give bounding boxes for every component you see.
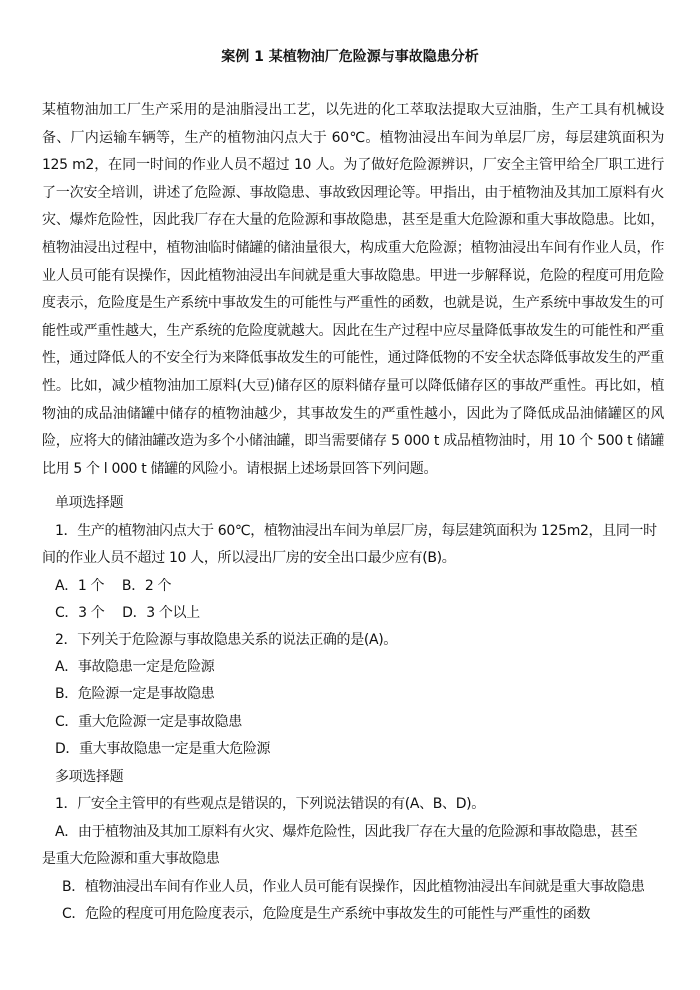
multi-q1-option-c: C．危险的程度可用危险度表示，危险度是生产系统中事故发生的可能性与严重性的函数 [62,906,591,922]
case-description-paragraph: 某植物油加工厂生产采用的是油脂浸出工艺，以先进的化工萃取法提取大豆油脂，生产工具有机械设备、厂内运输车辆等，生产的植物油闪点大于 60℃。植物油浸出车间为单层厂房，每层建筑面积为 125 m2，在同一时间的作业人员不超过 10 人。为了做好危险源辨识，厂安全主管甲给全厂职工进行了一次安全培训，讲述了危险源、事故隐患、事故致因理论等。甲指出，由于植物油及其加工原料有火灾、爆炸危险性，因此我厂存在大量的危险源和事故隐患，甚至是重大危险源和重大事故隐患。比如，植物油浸出过程中，植物油临时储罐的储油量很大，构成重大危险源；植物油浸出车间有作业人员，作业人员可能有误操作，因此植物油浸出车间就是重大事故隐患。甲进一步解释说，危险的程度可用危险度表示，危险度是生产系统中事故发生的可能性与严重性的函数，也就是说，生产系统中事故发生的可能性或严重性越大，生产系统的危险度就越大。因此在生产过程中应尽量降低事故发生的可能性和严重性，通过降低人的不安全行为来降低事故发生的可能性，通过降低物的不安全状态降低事故发生的严重性。比如，减少植物油加工原料(大豆)储存区的原料储存量可以降低储存区的事故严重性。再比如，植物油的成品油储罐中储存的植物油越少，其事故发生的严重性越小，因此为了降低成品油储罐区的风险，应将大的储油罐改造为多个小储油罐，即当需要储存 5 000 t 成品植物油时，用 10 个 500 t 储罐比用 5 个 l 000 t 储罐的风险小。请根据上述场景回答下列问题。 [42,102,664,477]
single-q2-stem: 2．下列关于危险源与事故隐患关系的说法正确的是(A)。 [55,632,397,648]
multi-q1-option-a-line1: A．由于植物油及其加工原料有火灾、爆炸危险性，因此我厂存在大量的危险源和事故隐患，甚至 [55,824,638,840]
single-q2-option-d: D．重大事故隐患一定是重大危险源 [55,741,271,757]
multi-q1-option-a-line2: 是重大危险源和重大事故隐患 [42,851,220,867]
multi-q1-option-b: B．植物油浸出车间有作业人员，作业人员可能有误操作，因此植物油浸出车间就是重大事故隐患 [62,879,645,895]
single-q2-option-b: B．危险源一定是事故隐患 [55,686,215,702]
single-q1-options-cd: C．3 个 D．3 个以上 [55,605,200,621]
single-q1-stem-line1: 1．生产的植物油闪点大于 60℃，植物油浸出车间为单层厂房，每层建筑面积为 125m2，且同一时 [55,523,657,539]
multi-choice-heading: 多项选择题 [55,769,124,785]
single-q2-option-c: C．重大危险源一定是事故隐患 [55,714,242,730]
single-choice-heading: 单项选择题 [55,495,124,511]
multi-q1-stem: 1．厂安全主管甲的有些观点是错误的，下列说法错误的有(A、B、D)。 [55,796,485,812]
single-q1-stem-line2: 间的作业人员不超过 10 人，所以浸出厂房的安全出口最少应有(B)。 [42,550,456,566]
single-q2-option-a: A．事故隐患一定是危险源 [55,659,215,675]
document-title: 案例 1 某植物油厂危险源与事故隐患分析 [221,49,479,65]
single-q1-options-ab: A．1 个 B．2 个 [55,578,172,594]
